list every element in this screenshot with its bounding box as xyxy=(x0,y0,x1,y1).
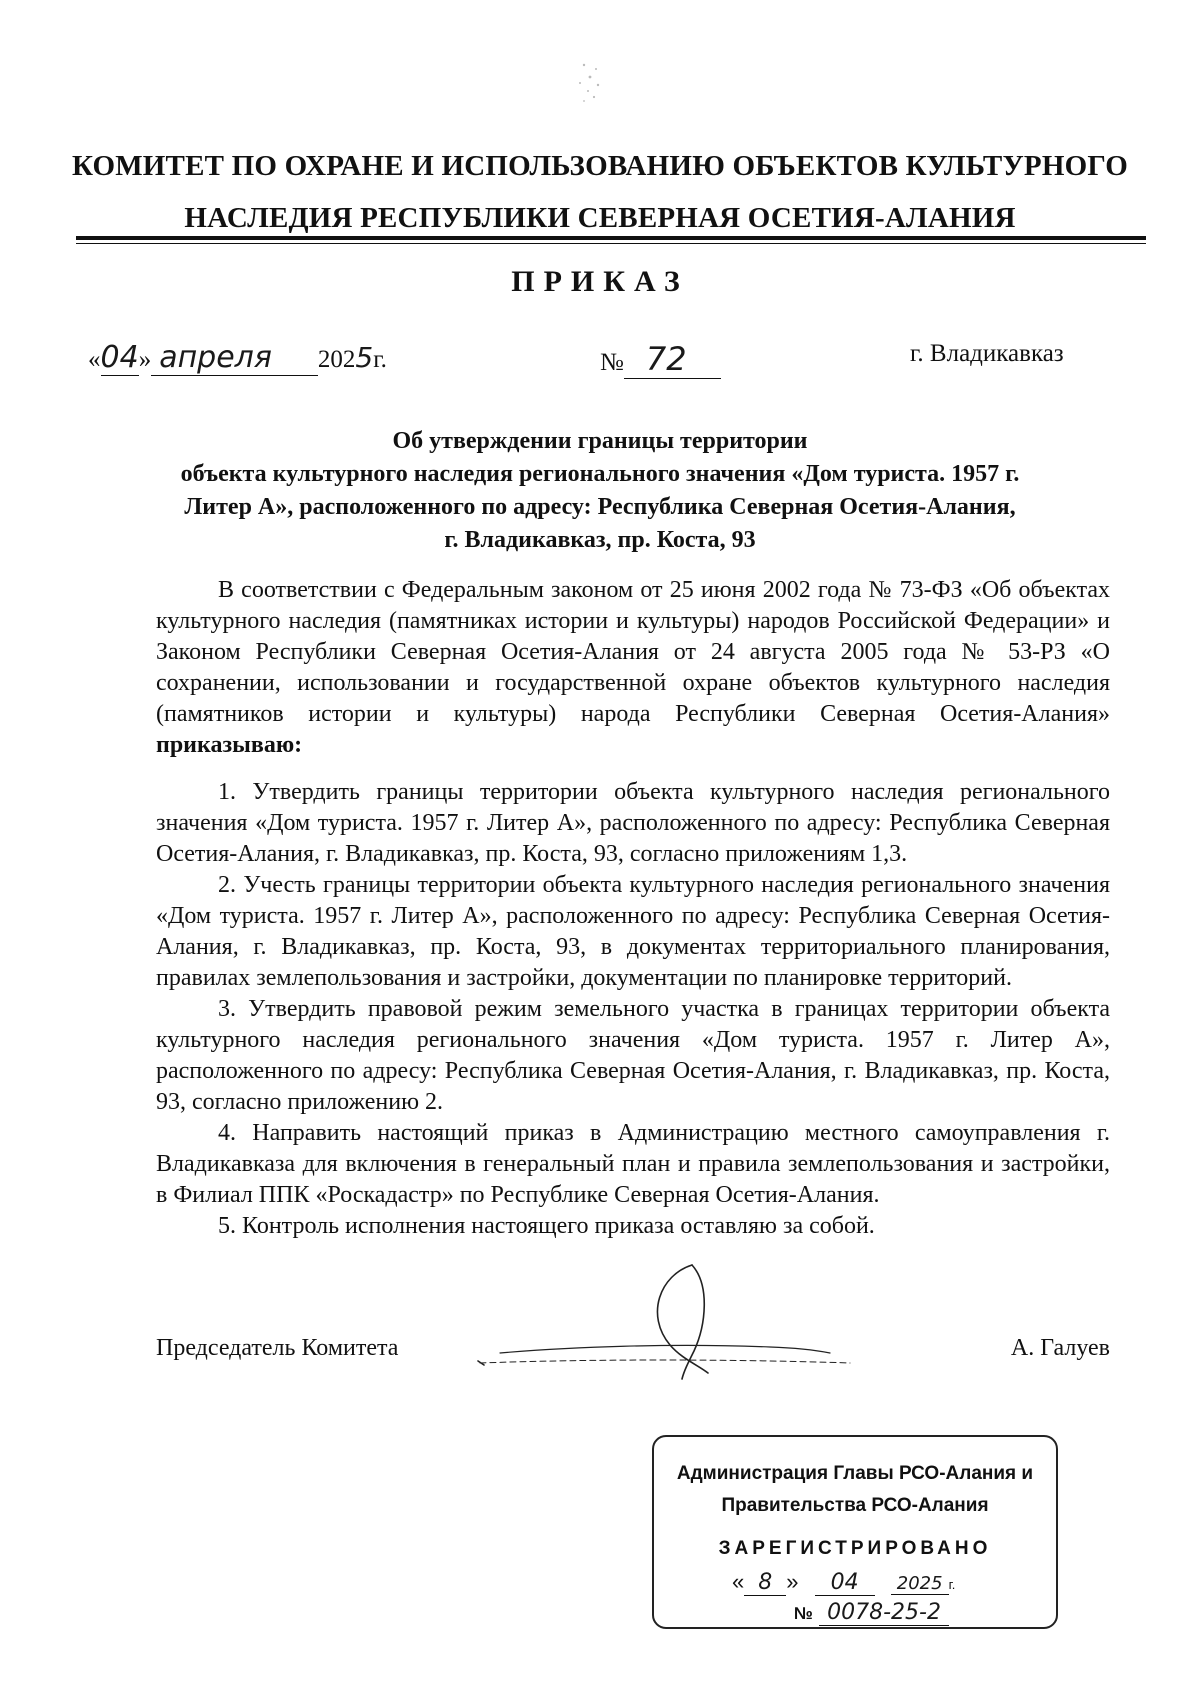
stamp-number xyxy=(794,1599,949,1626)
preamble-resolution: приказываю: xyxy=(156,732,303,758)
handwritten-signature xyxy=(470,1255,890,1385)
faint-seal-mark xyxy=(560,55,620,115)
preamble-paragraph xyxy=(156,575,1110,761)
order-item-4: 4. Направить настоящий приказ в Администрацию местного самоуправления г. Владикавказа для включения в генеральный план и правила землепользования и застройки, в Филиал ППК «Роскадастр» по Республике Северная Осетия-Алания. xyxy=(156,1120,1110,1208)
order-item-1: 1. Утвердить границы территории объекта культурного наследия регионального значения «Дом туриста. 1957 г. Литер А», расположенного по адресу: Республика Северная Осетия-Алания, г. Владикавказ, пр. Коста, 93, согласно приложениям 1,3. xyxy=(156,779,1110,867)
number-label: № xyxy=(600,349,624,376)
order-number xyxy=(600,340,721,379)
header-divider-thin xyxy=(76,243,1146,244)
order-day: 04 xyxy=(100,340,139,375)
stamp-line-2: Правительства РСО-Алания xyxy=(721,1495,989,1516)
stamp-month: 04 xyxy=(815,1570,875,1596)
org-line-1: КОМИТЕТ ПО ОХРАНЕ И ИСПОЛЬЗОВАНИЮ ОБЪЕКТОВ КУЛЬТУРНОГО xyxy=(71,150,1129,182)
order-item-5: 5. Контроль исполнения настоящего приказа оставляю за собой. xyxy=(218,1213,875,1239)
order-item-2: 2. Учесть границы территории объекта культурного наследия регионального значения «Дом туриста. 1957 г. Литер А», расположенного по адресу: Республика Северная Осетия-Алания, г. Владикавказ, пр. Коста, 93, в документах территориального планирования, правилах землепользования и застройки, документации по планировке территорий. xyxy=(156,872,1110,991)
stamp-year-suffix: г. xyxy=(948,1577,956,1592)
order-year-prefix: 202 xyxy=(317,346,356,373)
stamp-year: 2025 xyxy=(891,1573,949,1595)
org-line-2: НАСЛЕДИЯ РЕСПУБЛИКИ СЕВЕРНАЯ ОСЕТИЯ-АЛАНИЯ xyxy=(184,202,1016,234)
stamp-quote-open: « xyxy=(732,1569,745,1594)
stamp-quote-close: » xyxy=(786,1569,799,1594)
order-number-value: 72 xyxy=(624,340,721,379)
stamp-registered: ЗАРЕГИСТРИРОВАНО xyxy=(718,1538,992,1559)
stamp-number-label: № xyxy=(794,1604,813,1623)
subject-line-1: Об утверждении границы территории xyxy=(392,428,808,454)
stamp-day: 8 xyxy=(744,1570,786,1596)
order-year-digit: 5 xyxy=(355,341,374,374)
stamp-line-1: Администрация Главы РСО-Алания и xyxy=(676,1463,1034,1484)
order-date xyxy=(88,340,387,376)
stamp-number-value: 0078-25-2 xyxy=(819,1600,949,1626)
preamble-text: В соответствии с Федеральным законом от 25 июня 2002 года № 73-ФЗ «Об объектах культурного наследия (памятниках истории и культуры) народов Российской Федерации» и Законом Республики Северная Осетия-Алания от 24 августа 2005 года № 53-РЗ «О сохранении, использовании и государственной охране объектов культурного наследия (памятников истории и культуры) народа Республики Северная Осетия-Алания» xyxy=(156,577,1110,727)
order-items xyxy=(156,777,1110,1242)
order-item-3: 3. Утвердить правовой режим земельного участка в границах территории объекта культурного наследия регионального значения «Дом туриста. 1957 г. Литер А», расположенного по адресу: Республика Северная Осетия-Алания, г. Владикавказ, пр. Коста, 93, согласно приложению 2. xyxy=(156,996,1110,1115)
document-type-title: ПРИКАЗ xyxy=(511,265,689,298)
order-subject xyxy=(90,425,1110,557)
organization-header xyxy=(60,140,1140,244)
date-quote-open: « xyxy=(88,346,101,373)
stamp-date xyxy=(732,1569,955,1596)
order-city: г. Владикавказ xyxy=(910,340,1064,367)
registration-stamp xyxy=(652,1435,1058,1629)
header-divider xyxy=(76,236,1146,240)
order-year-suffix: г. xyxy=(373,346,387,373)
subject-line-3: Литер А», расположенного по адресу: Республика Северная Осетия-Алания, xyxy=(184,494,1016,520)
signer-name: А. Галуев xyxy=(1010,1335,1110,1361)
order-month: апреля xyxy=(151,340,318,376)
date-quote-close: » xyxy=(138,346,152,373)
subject-line-2: объекта культурного наследия регионального значения «Дом туриста. 1957 г. xyxy=(180,461,1020,487)
signer-position: Председатель Комитета xyxy=(156,1335,399,1361)
subject-line-4: г. Владикавказ, пр. Коста, 93 xyxy=(444,527,756,553)
date-number-row xyxy=(0,330,1200,380)
